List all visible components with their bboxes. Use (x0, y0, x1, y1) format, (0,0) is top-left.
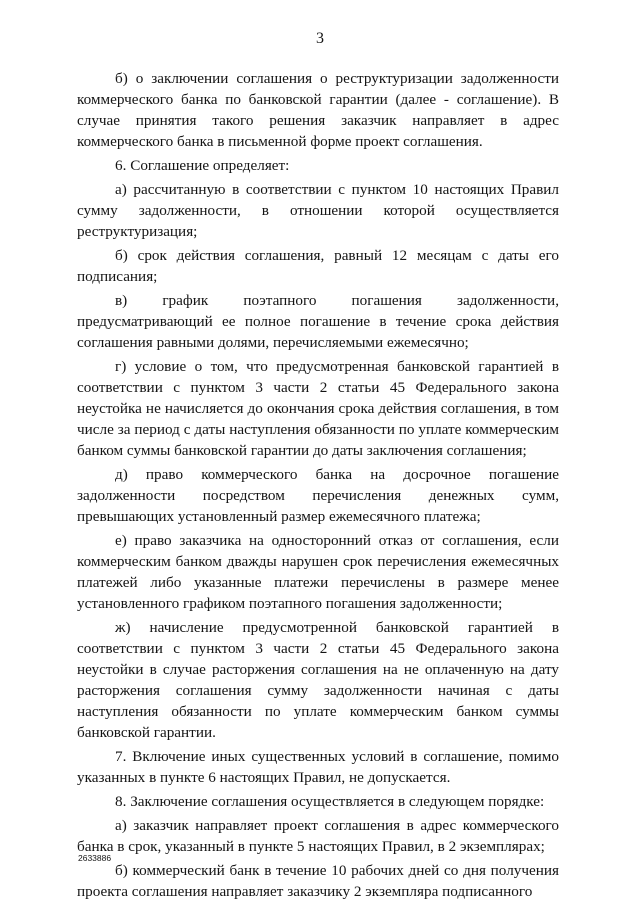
paragraph-6b: б) срок действия соглашения, равный 12 месяцам с даты его подписания; (77, 247, 559, 285)
paragraph-6e: е) право заказчика на односторонний отказ от соглашения, если коммерческим банком дважды нарушен срок перечисления ежемесячных платежей либо указанные платежи перечислены в размере менее установленного графиком поэтапного погашения задолженности; (77, 532, 559, 612)
paragraph-8a: а) заказчик направляет проект соглашения в адрес коммерческого банка в срок, указанный в пункте 5 настоящих Правил, в 2 экземплярах; (77, 817, 559, 855)
paragraph-6-heading: 6. Соглашение определяет: (115, 157, 290, 174)
paragraph-8-heading: 8. Заключение соглашения осуществляется в следующем порядке: (115, 793, 545, 810)
paragraph-8b: б) коммерческий банк в течение 10 рабочих дней со дня получения проекта соглашения направляет заказчику 2 экземпляра подписанного (77, 862, 559, 900)
paragraph-7: 7. Включение иных существенных условий в соглашение, помимо указанных в пункте 6 настоящих Правил, не допускается. (77, 748, 559, 786)
page-number: 3 (316, 30, 324, 47)
paragraph-item-b-decision: б) о заключении соглашения о реструктуризации задолженности коммерческого банка по банковской гарантии (далее - соглашение). В случае принятия такого решения заказчик направляет в адрес коммерческого банка в письменной форме проект соглашения. (77, 70, 559, 150)
paragraph-6a: а) рассчитанную в соответствии с пунктом 10 настоящих Правил сумму задолженности, в отношении которой осуществляется реструктуризация; (77, 181, 559, 240)
document-code: 2633886 (78, 853, 112, 863)
document-body (77, 68, 559, 905)
paragraph-6v: в) график поэтапного погашения задолженности, предусматривающий ее полное погашение в течение срока действия соглашения равными долями, перечисляемыми ежемесячно; (77, 292, 559, 351)
paragraph-6d: д) право коммерческого банка на досрочное погашение задолженности посредством перечисления денежных сумм, превышающих установленный размер ежемесячного платежа; (77, 466, 559, 525)
paragraph-6g: г) условие о том, что предусмотренная банковской гарантией в соответствии с пунктом 3 части 2 статьи 45 Федерального закона неустойка не начисляется до окончания срока действия соглашения, в том числе за период с даты наступления обязанности по уплате коммерческим банком суммы банковской гарантии до даты заключения соглашения; (77, 358, 559, 459)
paragraph-6zh: ж) начисление предусмотренной банковской гарантией в соответствии с пунктом 3 части 2 статьи 45 Федерального закона неустойки в случае расторжения соглашения на не оплаченную на дату расторжения соглашения сумму задолженности начиная с даты наступления обязанности по уплате коммерческим банком суммы банковской гарантии. (77, 619, 559, 741)
